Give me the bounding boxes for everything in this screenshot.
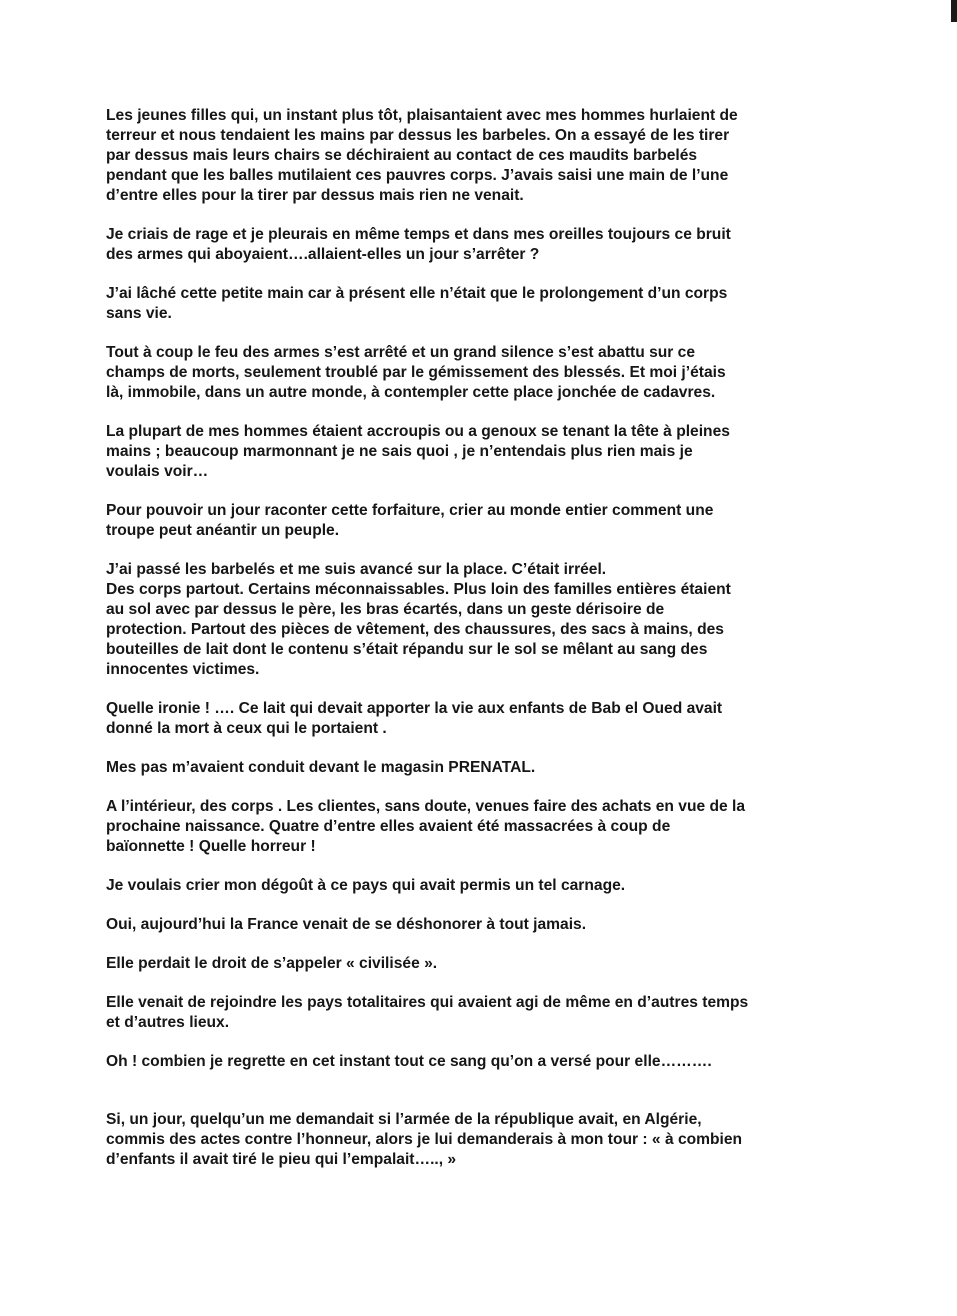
scan-edge-mark bbox=[951, 0, 957, 22]
paragraph-7: J’ai passé les barbelés et me suis avancé sur la place. C’était irréel. Des corps partout. Certains méconnaissables. Plus loin des familles entières étaient au sol avec par dessus le père, les bras écartés, dans un geste dérisoire de protection. Partout des pièces de vêtement, des chaussures, des sacs à mains, des bouteilles de lait dont le contenu s’était répandu sur le sol se mêlant au sang des innocentes victimes. bbox=[106, 561, 731, 678]
paragraph-16: Si, un jour, quelqu’un me demandait si l’armée de la république avait, en Algérie, commis des actes contre l’honneur, alors je lui demanderais à mon tour : « à combien d’enfants il avait tiré le pieu qui l’empalait….., » bbox=[106, 1111, 743, 1168]
paragraph-6: Pour pouvoir un jour raconter cette forfaiture, crier au monde entier comment une troupe peut anéantir un peuple. bbox=[106, 502, 714, 539]
paragraph-13: Elle perdait le droit de s’appeler « civilisée ». bbox=[106, 955, 438, 972]
paragraph-15: Oh ! combien je regrette en cet instant tout ce sang qu’on a versé pour elle………. bbox=[106, 1053, 712, 1070]
paragraph-14: Elle venait de rejoindre les pays totalitaires qui avaient agi de même en d’autres temps et d’autres lieux. bbox=[106, 994, 749, 1031]
paragraph-4: Tout à coup le feu des armes s’est arrêté et un grand silence s’est abattu sur ce champs de morts, seulement troublé par le gémissement des blessés. Et moi j’étais là, immobile, dans un autre monde, à contempler cette place jonchée de cadavres. bbox=[106, 344, 726, 401]
paragraph-11: Je voulais crier mon dégoût à ce pays qui avait permis un tel carnage. bbox=[106, 877, 626, 894]
paragraph-8: Quelle ironie ! …. Ce lait qui devait apporter la vie aux enfants de Bab el Oued avait donné la mort à ceux qui le portaient . bbox=[106, 700, 723, 737]
paragraph-9: Mes pas m’avaient conduit devant le magasin PRENATAL. bbox=[106, 759, 536, 776]
paragraph-5: La plupart de mes hommes étaient accroupis ou a genoux se tenant la tête à pleines mains ; beaucoup marmonnant je ne sais quoi , je n’entendais plus rien mais je voulais voir… bbox=[106, 423, 730, 480]
paragraph-2: Je criais de rage et je pleurais en même temps et dans mes oreilles toujours ce bruit des armes qui aboyaient….allaient-elles un jour s’arrêter ? bbox=[106, 226, 731, 263]
paragraph-1: Les jeunes filles qui, un instant plus tôt, plaisantaient avec mes hommes hurlaient de terreur et nous tendaient les mains par dessus les barbeles. On a essayé de les tirer par dessus mais leurs chairs se déchiraient au contact de ces maudits barbelés pendant que les balles mutilaient ces pauvres corps. J’avais saisi une main de l’une d’entre elles pour la tirer par dessus mais rien ne venait. bbox=[106, 107, 738, 204]
paragraph-3: J’ai lâché cette petite main car à présent elle n’était que le prolongement d’un corps sans vie. bbox=[106, 285, 728, 322]
paragraph-12: Oui, aujourd’hui la France venait de se déshonorer à tout jamais. bbox=[106, 916, 587, 933]
text-body bbox=[106, 106, 824, 1170]
paragraph-10: A l’intérieur, des corps . Les clientes, sans doute, venues faire des achats en vue de la prochaine naissance. Quatre d’entre elles avaient été massacrées à coup de baïonnette ! Quelle horreur ! bbox=[106, 798, 746, 855]
